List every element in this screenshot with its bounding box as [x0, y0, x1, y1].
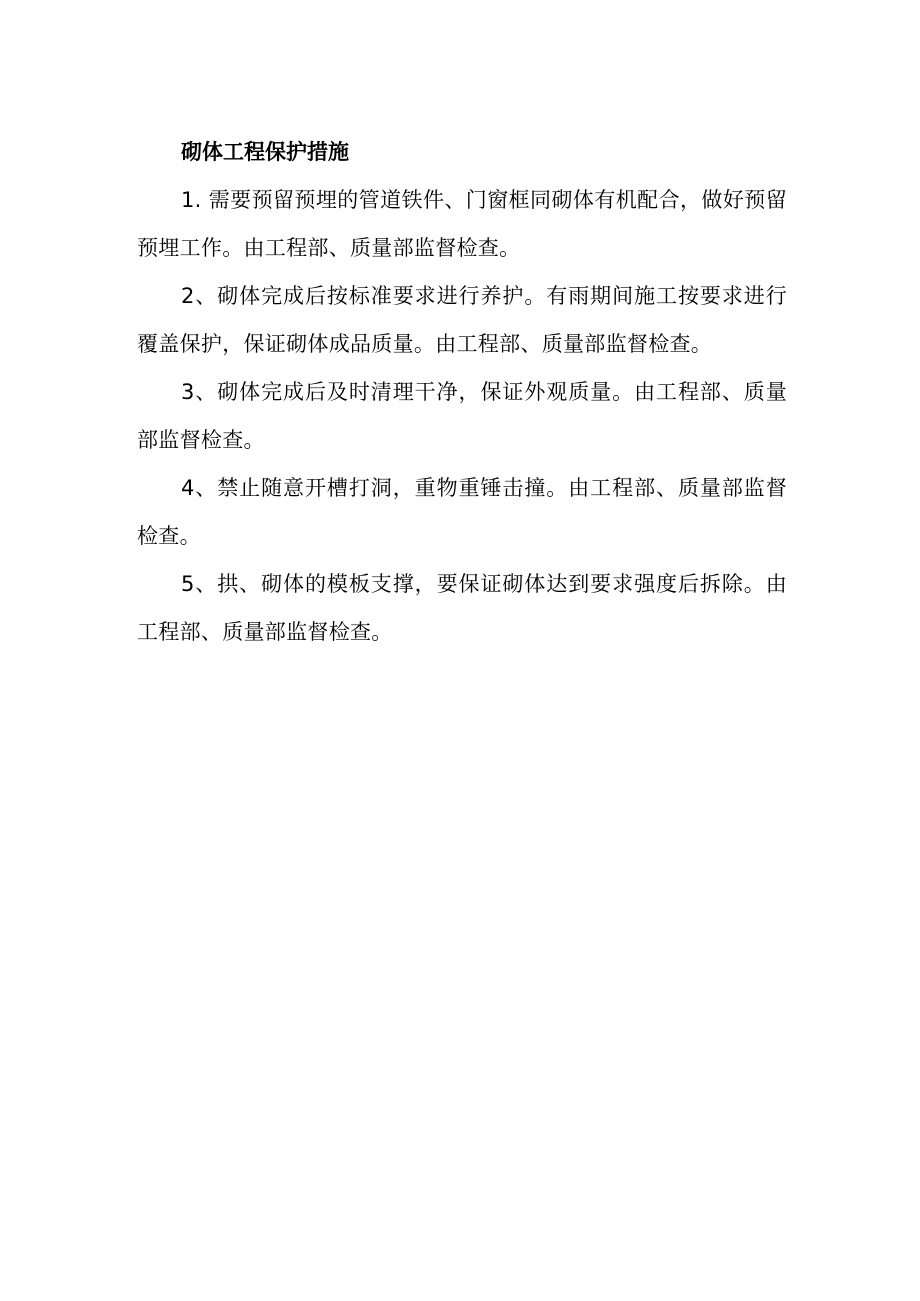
paragraph-1: 1. 需要预留预埋的管道铁件、门窗框同砌体有机配合，做好预留预埋工作。由工程部、质量部监督检查。	[137, 188, 787, 260]
paragraph-4: 4、禁止随意开槽打洞，重物重锤击撞。由工程部、质量部监督检查。	[137, 476, 787, 548]
paragraph-2: 2、砌体完成后按标准要求进行养护。有雨期间施工按要求进行覆盖保护，保证砌体成品质量。由工程部、质量部监督检查。	[137, 284, 787, 356]
document-title: 砌体工程保护措施	[181, 140, 349, 164]
paragraph-3: 3、砌体完成后及时清理干净，保证外观质量。由工程部、质量部监督检查。	[137, 380, 787, 452]
paragraph-5: 5、拱、砌体的模板支撑，要保证砌体达到要求强度后拆除。由工程部、质量部监督检查。	[137, 572, 787, 644]
document-page	[137, 128, 787, 656]
